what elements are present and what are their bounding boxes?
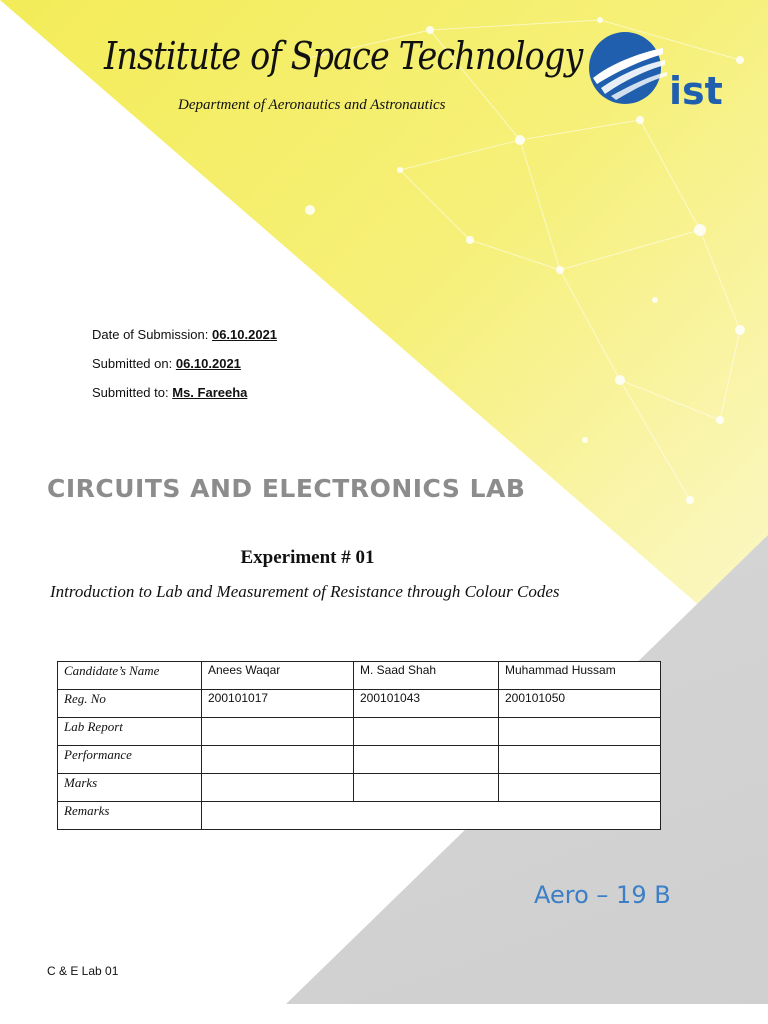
row-label: Performance (58, 746, 202, 774)
table-cell (499, 746, 661, 774)
row-label: Candidate’s Name (58, 662, 202, 690)
experiment-number: Experiment # 01 (240, 547, 375, 568)
table-cell (354, 774, 499, 802)
table-row (58, 718, 661, 746)
table-cell (202, 746, 354, 774)
table-cell (354, 746, 499, 774)
table-cell: 200101050 (499, 690, 661, 718)
institute-title: Institute of Space Technology (104, 34, 583, 78)
table-cell: Muhammad Hussam (499, 662, 661, 690)
table-cell: Anees Waqar (202, 662, 354, 690)
row-label: Reg. No (58, 690, 202, 718)
submitted-on-label: Submitted on: (92, 356, 173, 371)
grades-table (57, 661, 661, 830)
experiment-title: Introduction to Lab and Measurement of Resistance through Colour Codes (50, 582, 560, 601)
table-cell (202, 718, 354, 746)
ist-logo (583, 32, 739, 108)
table-row (58, 662, 661, 690)
date-of-submission-value: 06.10.2021 (211, 327, 278, 342)
date-of-submission-label: Date of Submission: (92, 327, 209, 342)
submitted-on-value: 06.10.2021 (175, 356, 241, 371)
submitted-to-value: Ms. Fareeha (172, 385, 248, 400)
lab-title: CIRCUITS AND ELECTRONICS LAB (47, 474, 526, 503)
table-row (58, 690, 661, 718)
submitted-to-label: Submitted to: (92, 385, 169, 400)
row-label: Remarks (58, 802, 202, 830)
table-cell (499, 718, 661, 746)
logo-text: ist (669, 69, 723, 108)
table-row (58, 746, 661, 774)
table-cell (202, 774, 354, 802)
table-cell (354, 718, 499, 746)
batch-label: Aero – 19 B (534, 881, 671, 909)
table-cell: M. Saad Shah (354, 662, 499, 690)
table-cell (499, 774, 661, 802)
table-cell: 200101043 (354, 690, 499, 718)
date-of-submission (92, 327, 277, 342)
department-subtitle: Department of Aeronautics and Astronautics (178, 97, 446, 113)
table-row (58, 774, 661, 802)
submitted-on (92, 356, 241, 371)
submitted-to (92, 385, 247, 400)
row-label: Marks (58, 774, 202, 802)
remarks-cell (202, 802, 661, 830)
table-cell: 200101017 (202, 690, 354, 718)
footer-text: C & E Lab 01 (47, 964, 119, 978)
row-label: Lab Report (58, 718, 202, 746)
table-row (58, 802, 661, 830)
